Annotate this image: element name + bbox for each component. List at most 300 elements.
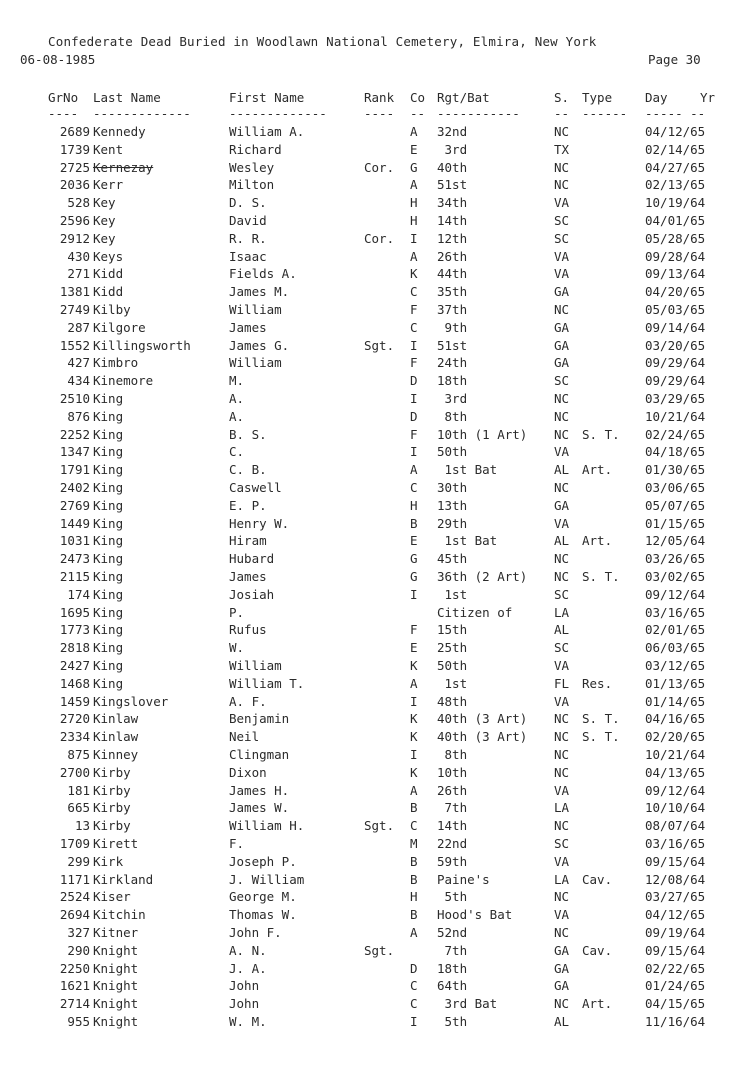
header-state: S. [554,90,570,105]
cell-day: 03/02/65 [645,569,706,584]
cell-co: I [410,586,418,602]
cell-rgt: 26th [437,248,468,264]
cell-day: 09/12/64 [645,782,706,798]
cell-grno: 1347 [59,444,90,460]
cell-st: VA [554,266,570,282]
cell-first: William [229,355,282,371]
cell-last: Killingsworth [93,337,191,353]
divider-grno: ---- [48,106,79,121]
cell-rgt: 48th [437,693,468,709]
cell-last: Kennedy [93,124,146,139]
cell-first: Dixon [229,764,267,780]
cell-first: George M. [229,889,297,905]
cell-co: B [410,800,418,816]
table-row [0,497,750,514]
table-row [0,550,750,567]
cell-first: James G. [229,337,290,353]
cell-day: 03/27/65 [645,889,706,905]
cell-last: King [93,515,124,531]
cell-type: S. T. [582,569,620,584]
table-row [0,515,750,532]
cell-grno: 1468 [59,675,90,691]
cell-day: 12/08/64 [645,871,706,887]
cell-first: Neil [229,729,260,745]
cell-grno: 2115 [59,569,90,584]
cell-co: G [410,551,418,567]
cell-last: Kiser [93,889,131,905]
cell-st: VA [554,693,570,709]
cell-grno: 1739 [59,141,90,157]
cell-grno: 665 [67,800,90,816]
cell-grno: 1709 [59,836,90,851]
cell-co: A [410,925,418,940]
cell-first: A. [229,408,245,424]
cell-rgt: 1st Bat [437,462,498,478]
table-row [0,532,750,549]
table-row [0,693,750,710]
cell-last: Kirett [93,836,139,851]
cell-co: K [410,266,418,282]
cell-day: 04/12/65 [645,907,706,923]
cell-last: Knight [93,942,139,958]
cell-rgt: 25th [437,640,468,656]
cell-grno: 2912 [59,230,90,246]
page-number: Page 30 [648,52,701,67]
header-first-name: First Name [229,90,305,105]
cell-rgt: 13th [437,497,468,513]
cell-day: 06/03/65 [645,640,706,656]
table-row [0,159,750,176]
cell-last: Keys [93,248,124,264]
cell-day: 01/24/65 [645,978,706,994]
cell-st: VA [554,853,570,869]
cell-day: 04/16/65 [645,711,706,727]
cell-grno: 2596 [59,213,90,228]
cell-grno: 1031 [59,533,90,549]
cell-st: SC [554,230,570,246]
cell-co: E [410,640,418,656]
cell-grno: 2252 [59,426,90,442]
cell-day: 09/29/64 [645,373,706,389]
cell-rgt: 35th [437,284,468,300]
table-row [0,1013,750,1030]
cell-co: A [410,248,418,264]
cell-st: AL [554,1014,570,1029]
table-row [0,176,750,193]
cell-grno: 2250 [59,960,90,976]
cell-first: Milton [229,177,275,193]
cell-day: 05/07/65 [645,497,706,513]
cell-day: 03/29/65 [645,391,706,406]
table-row [0,586,750,603]
cell-grno: 2524 [59,889,90,905]
cell-st: VA [554,907,570,923]
cell-day: 02/24/65 [645,426,706,442]
table-row [0,728,750,745]
cell-grno: 327 [67,925,90,940]
table-row [0,871,750,888]
cell-co: G [410,569,418,584]
table-row [0,301,750,318]
cell-st: NC [554,177,570,193]
cell-grno: 2510 [59,391,90,406]
table-row [0,853,750,870]
cell-grno: 290 [67,942,90,958]
cell-st: TX [554,141,570,157]
cell-co: C [410,284,418,300]
cell-rgt: 10th (1 Art) [437,426,528,442]
cell-last: Kirby [93,764,131,780]
divider-co: -- [410,106,426,121]
table-row [0,675,750,692]
cell-rgt: 44th [437,266,468,282]
table-row [0,337,750,354]
cell-last: King [93,480,124,495]
cell-rgt: 18th [437,373,468,389]
cell-st: NC [554,124,570,139]
cell-day: 08/07/64 [645,818,706,834]
header-divider [0,105,750,122]
cell-st: SC [554,836,570,851]
table-row [0,621,750,638]
cell-st: VA [554,444,570,460]
cell-day: 04/15/65 [645,996,706,1012]
cell-st: NC [554,729,570,745]
cell-grno: 271 [67,266,90,282]
cell-day: 09/19/64 [645,925,706,940]
cell-co: E [410,533,418,549]
header-co: Co [410,90,426,105]
table-row [0,657,750,674]
cell-grno: 1773 [59,622,90,638]
cell-co: K [410,729,418,745]
cell-last: Kirby [93,800,131,816]
cell-co: A [410,462,418,478]
cell-type: S. T. [582,711,620,727]
table-row [0,835,750,852]
cell-rgt: 50th [437,444,468,460]
cell-day: 10/10/64 [645,800,706,816]
cell-type: Res. [582,675,613,691]
cell-rgt: 1st [437,586,468,602]
cell-st: NC [554,551,570,567]
cell-rgt: 34th [437,195,468,211]
cell-last: King [93,551,124,567]
cell-rgt: 12th [437,230,468,246]
cell-last: Kinlaw [93,711,139,727]
cell-last: Kirkland [93,871,154,887]
cell-co: I [410,391,418,406]
cell-st: SC [554,213,570,228]
cell-rgt: 8th [437,747,468,762]
cell-co: K [410,711,418,727]
cell-grno: 2689 [59,124,90,139]
cell-day: 10/21/64 [645,747,706,762]
cell-co: F [410,302,418,317]
cell-co: I [410,1014,418,1029]
cell-grno: 876 [67,408,90,424]
cell-st: LA [554,800,570,816]
cell-last: Knight [93,1014,139,1029]
cell-last: Kitner [93,925,139,940]
cell-last: Knight [93,960,139,976]
cell-co: A [410,177,418,193]
cell-day: 04/01/65 [645,213,706,228]
cell-day: 09/12/64 [645,586,706,602]
cell-first: Clingman [229,747,290,762]
cell-first: James W. [229,800,290,816]
cell-co: I [410,230,418,246]
cell-co: D [410,373,418,389]
cell-rgt: 7th [437,942,468,958]
cell-st: NC [554,818,570,834]
cell-first: William [229,658,282,673]
cell-st: AL [554,622,570,638]
cell-rgt: Citizen of [437,604,513,620]
cell-last: King [93,604,124,620]
cell-first: B. S. [229,426,267,442]
cell-day: 04/27/65 [645,159,706,175]
table-row [0,230,750,247]
cell-co: I [410,444,418,460]
cell-grno: 1552 [59,337,90,353]
cell-grno: 528 [67,195,90,211]
cell-day: 03/20/65 [645,337,706,353]
cell-day: 04/13/65 [645,764,706,780]
cell-last: King [93,391,124,406]
cell-day: 02/14/65 [645,141,706,157]
cell-st: NC [554,480,570,495]
divider-type: ------ [582,106,628,121]
cell-grno: 1381 [59,284,90,300]
cell-last: Kernezay [93,159,154,175]
cell-co: G [410,159,418,175]
cell-last: King [93,569,124,584]
cell-rgt: 37th [437,302,468,317]
cell-grno: 430 [67,248,90,264]
cell-rgt: 14th [437,213,468,228]
cell-grno: 427 [67,355,90,371]
cell-co: B [410,515,418,531]
cell-rank: Sgt. [364,337,395,353]
cell-day: 03/12/65 [645,658,706,673]
cell-day: 01/13/65 [645,675,706,691]
cell-first: W. M. [229,1014,267,1029]
cell-st: NC [554,159,570,175]
cell-last: King [93,658,124,673]
cell-rgt: 51st [437,177,468,193]
cell-type: S. T. [582,729,620,745]
cell-st: GA [554,960,570,976]
table-row [0,942,750,959]
cell-grno: 2749 [59,302,90,317]
cell-co: H [410,497,418,513]
cell-first: Richard [229,141,282,157]
cell-st: NC [554,569,570,584]
cell-day: 02/13/65 [645,177,706,193]
cell-first: M. [229,373,245,389]
cell-co: H [410,213,418,228]
table-row [0,906,750,923]
cell-rgt: 3rd [437,141,468,157]
table-row [0,568,750,585]
divider-st: -- [554,106,570,121]
cell-first: Caswell [229,480,282,495]
cell-last: King [93,622,124,638]
cell-st: NC [554,764,570,780]
cell-co: C [410,978,418,994]
cell-rgt: 32nd [437,124,468,139]
cell-grno: 2036 [59,177,90,193]
cell-day: 09/28/64 [645,248,706,264]
cell-grno: 2818 [59,640,90,656]
cell-st: SC [554,373,570,389]
cell-first: Wesley [229,159,275,175]
cell-day: 05/03/65 [645,302,706,317]
cell-last: Key [93,195,116,211]
cell-st: GA [554,978,570,994]
cell-grno: 875 [67,747,90,762]
cell-co: D [410,960,418,976]
cell-last: Kidd [93,266,124,282]
cell-st: SC [554,586,570,602]
divider-day: ----- -- [645,106,706,121]
cell-last: Kinlaw [93,729,139,745]
table-row [0,960,750,977]
cell-day: 02/22/65 [645,960,706,976]
cell-last: King [93,640,124,656]
cell-rgt: 24th [437,355,468,371]
cell-co: A [410,675,418,691]
cell-first: John F. [229,925,282,940]
cell-type: Art. [582,533,613,549]
cell-grno: 2402 [59,480,90,495]
cell-first: Hiram [229,533,267,549]
cell-day: 09/15/64 [645,942,706,958]
cell-type: S. T. [582,426,620,442]
cell-st: VA [554,782,570,798]
cell-co: B [410,871,418,887]
table-row [0,639,750,656]
cell-rgt: 14th [437,818,468,834]
cell-st: GA [554,337,570,353]
cell-day: 10/19/64 [645,195,706,211]
cell-rank: Cor. [364,159,395,175]
cell-co: H [410,195,418,211]
cell-co: D [410,408,418,424]
cell-rgt: 30th [437,480,468,495]
cell-rgt: 29th [437,515,468,531]
cell-first: David [229,213,267,228]
cell-rgt: 45th [437,551,468,567]
cell-first: William H. [229,818,305,834]
cell-day: 04/18/65 [645,444,706,460]
cell-rgt: 10th [437,764,468,780]
cell-day: 12/05/64 [645,533,706,549]
cell-first: Fields A. [229,266,297,282]
cell-first: P. [229,604,245,620]
header-rgt-bat: Rgt/Bat [437,90,490,105]
cell-co: I [410,747,418,762]
cell-grno: 1791 [59,462,90,478]
cell-day: 05/28/65 [645,230,706,246]
cell-first: Isaac [229,248,267,264]
cell-st: VA [554,195,570,211]
divider-rank: ---- [364,106,395,121]
cell-day: 04/20/65 [645,284,706,300]
cell-grno: 181 [67,782,90,798]
table-row [0,479,750,496]
cell-first: J. A. [229,960,267,976]
cell-rgt: 7th [437,800,468,816]
cell-grno: 174 [67,586,90,602]
table-row [0,123,750,140]
cell-type: Cav. [582,871,613,887]
cell-co: C [410,319,418,335]
cell-st: VA [554,658,570,673]
cell-rgt: 26th [437,782,468,798]
cell-first: Thomas W. [229,907,297,923]
cell-co: K [410,658,418,673]
cell-last: Kitchin [93,907,146,923]
cell-last: Kilby [93,302,131,317]
cell-last: Key [93,230,116,246]
cell-co: E [410,141,418,157]
cell-first: D. S. [229,195,267,211]
cell-rgt: 50th [437,658,468,673]
cell-st: FL [554,675,570,691]
cell-day: 01/15/65 [645,515,706,531]
cell-rgt: 59th [437,853,468,869]
cell-rgt: 5th [437,1014,468,1029]
cell-first: Joseph P. [229,853,297,869]
cell-first: Benjamin [229,711,290,727]
cell-co: B [410,907,418,923]
cell-last: Kilgore [93,319,146,335]
cell-st: NC [554,747,570,762]
cell-rgt: 8th [437,408,468,424]
cell-last: Kimbro [93,355,139,371]
cell-co: A [410,124,418,139]
cell-type: Cav. [582,942,613,958]
cell-rgt: 3rd [437,391,468,406]
cell-rgt: 18th [437,960,468,976]
cell-last: Knight [93,996,139,1012]
cell-last: Key [93,213,116,228]
cell-st: GA [554,284,570,300]
cell-grno: 2700 [59,764,90,780]
cell-rgt: 15th [437,622,468,638]
cell-type: Art. [582,462,613,478]
cell-first: James M. [229,284,290,300]
cell-grno: 1695 [59,604,90,620]
cell-last: King [93,586,124,602]
table-row [0,265,750,282]
cell-co: I [410,337,418,353]
cell-rgt: 40th (3 Art) [437,711,528,727]
cell-st: SC [554,640,570,656]
cell-day: 11/16/64 [645,1014,706,1029]
cell-first: Rufus [229,622,267,638]
cell-st: GA [554,942,570,958]
cell-st: NC [554,925,570,940]
cell-day: 03/06/65 [645,480,706,495]
cell-st: NC [554,408,570,424]
cell-st: LA [554,871,570,887]
cell-first: James [229,319,267,335]
cell-first: A. N. [229,942,267,958]
cell-first: William T. [229,675,305,691]
